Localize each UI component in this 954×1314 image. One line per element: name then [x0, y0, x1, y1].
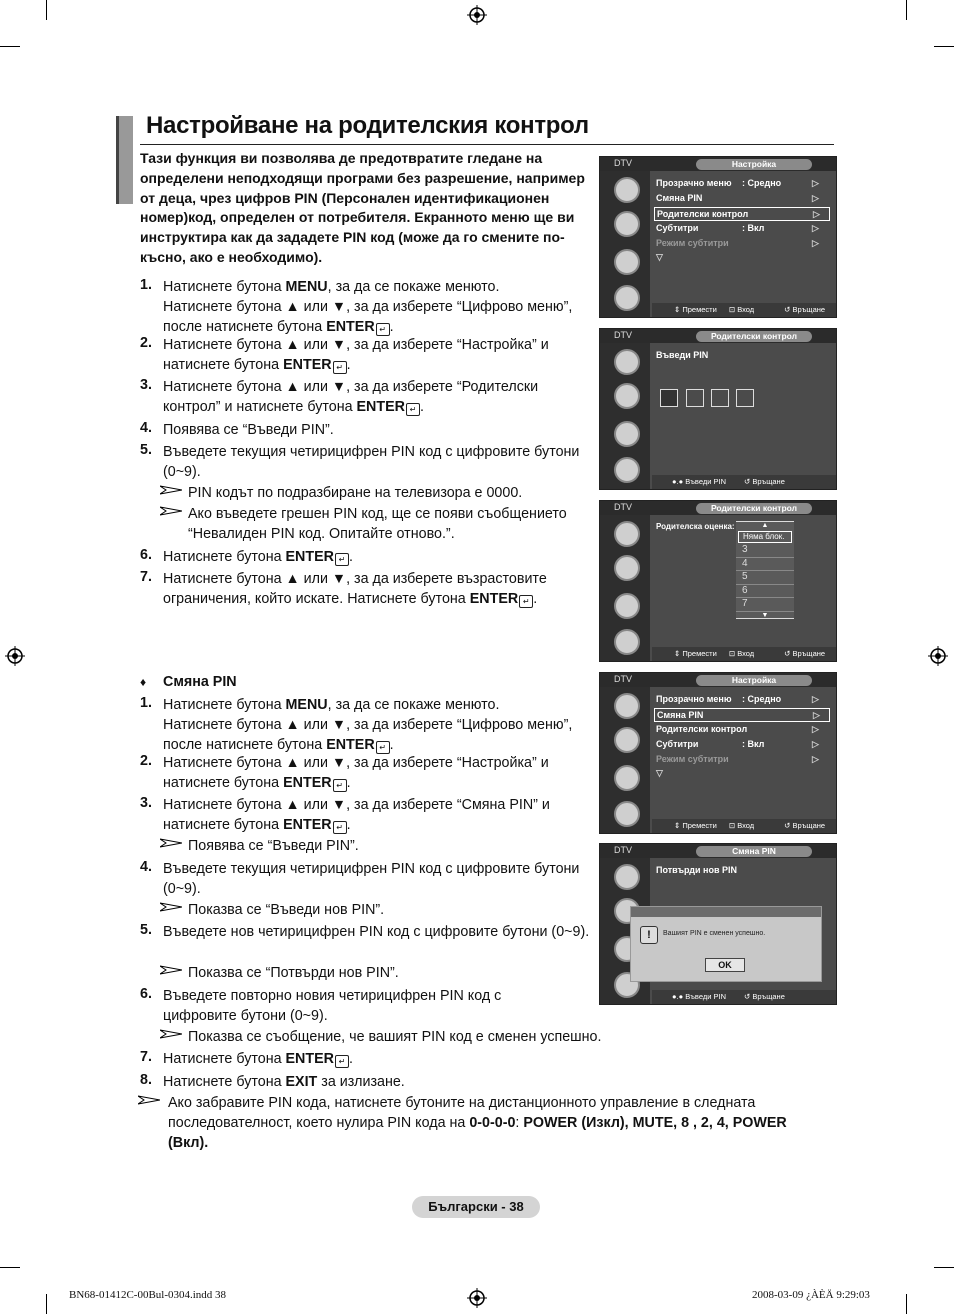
crop-mark: [0, 46, 20, 47]
dtv-label: DTV: [614, 674, 632, 684]
step-number: 5.: [140, 442, 152, 458]
menu-row: Режим субтитри ▷: [656, 754, 819, 764]
step-text: Натиснете бутона ENTER ↵ .: [163, 1051, 353, 1067]
tv-screen-setup: [599, 156, 837, 318]
dtv-label: DTV: [614, 330, 632, 340]
crop-mark: [906, 1294, 907, 1314]
step-number: 2.: [140, 335, 152, 351]
step-number: 2.: [140, 753, 152, 769]
enter-icon: ↵: [335, 1055, 349, 1068]
setup-icon: [614, 765, 640, 791]
step-text: Въведете текущия четирицифрен PIN код с цифровите бутони (0~9).: [163, 444, 580, 480]
section-heading: Смяна PIN: [163, 674, 237, 690]
setup-icon: [614, 249, 640, 275]
enter-icon: ↵: [376, 741, 390, 754]
crop-mark: [46, 1294, 47, 1314]
screen-footer: ●.● Въведи PIN ↺ Връщане: [652, 990, 836, 1004]
rating-option-selected[interactable]: Няма блок.: [738, 531, 792, 543]
step-number: 3.: [140, 795, 152, 811]
step-text: Натиснете бутона ▲ или ▼, за да изберете “Родителски контрол” и натиснете бутона ENTER ↵ .: [163, 379, 539, 415]
sound-icon: [614, 211, 640, 237]
dtv-label: DTV: [614, 158, 632, 168]
note-text: Показва се “Потвърди нов PIN”.: [188, 965, 399, 981]
picture-icon: [614, 864, 640, 890]
picture-icon: [614, 177, 640, 203]
crop-mark: [934, 46, 954, 47]
step-number: 5.: [140, 922, 152, 938]
sound-icon: [614, 383, 640, 409]
step-number: 1.: [140, 277, 152, 293]
menu-row[interactable]: Смяна PIN ▷: [656, 193, 819, 203]
crop-mark: [906, 0, 907, 20]
file-slug: BN68-01412C-00Bul-0304.indd 38: [69, 1289, 227, 1301]
step-number: 7.: [140, 1049, 152, 1065]
menu-row[interactable]: Прозрачно меню : Средно ▷: [656, 178, 819, 188]
scroll-down-icon[interactable]: ▼: [761, 611, 769, 619]
tv-screen-enter-pin: [599, 328, 837, 490]
rating-option[interactable]: 7: [736, 598, 794, 612]
title-rule: [140, 144, 834, 145]
note-text: PIN кодът по подразбиране на телевизора е 0000.: [188, 485, 523, 501]
page-number-badge: Български - 38: [412, 1196, 540, 1218]
note-arrow-icon: [138, 1095, 160, 1105]
registration-mark-icon: [467, 1288, 487, 1308]
registration-mark-icon: [928, 646, 948, 666]
step-text: Въведете повторно новия четирицифрен PIN код с цифровите бутони (0~9).: [163, 988, 502, 1024]
final-note: Ако забравите PIN кода, натиснете бутоните на дистанционното управление в следната последователност, което нулира PIN кода на 0-0-0-0: POWER (Изкл), MUTE, 8 , 2, 4, POWER (Вкл).: [168, 1095, 787, 1151]
step-number: 7.: [140, 569, 152, 585]
date-slug: 2008-03-09 ¿ÀÈÄ 9:29:03: [752, 1289, 870, 1301]
step-number: 1.: [140, 695, 152, 711]
note-arrow-icon: [160, 965, 182, 975]
screen-footer: ●.● Въведи PIN ↺ Връщане: [652, 475, 836, 489]
pin-digit-box[interactable]: [686, 389, 704, 407]
step-number: 4.: [140, 420, 152, 436]
enter-icon: ↵: [519, 595, 533, 608]
registration-mark-icon: [5, 646, 25, 666]
picture-icon: [614, 521, 640, 547]
sound-icon: [614, 727, 640, 753]
menu-row[interactable]: Субтитри : Вкл ▷: [656, 739, 819, 749]
screen-menu: [652, 173, 832, 301]
dialog-message: Вашият PIN е сменен успешно.: [663, 930, 766, 937]
note-arrow-icon: [160, 838, 182, 848]
note-text: Показва се “Въведи нов PIN”.: [188, 902, 385, 918]
step-text: Появява се “Въведи PIN”.: [163, 422, 334, 438]
sound-icon: [614, 555, 640, 581]
tv-screen-confirm-pin: [599, 843, 837, 1005]
menu-row-selected[interactable]: Смяна PIN ▷: [654, 708, 830, 722]
step-text: Натиснете бутона ▲ или ▼, за да изберете “Настройка” и натиснете бутона ENTER ↵ .: [163, 755, 549, 791]
screen-tab: Родителски контрол: [696, 503, 812, 514]
title-accent-bar: [116, 116, 133, 204]
rating-option[interactable]: 6: [736, 585, 794, 599]
screen-menu: [652, 345, 832, 473]
note-arrow-icon: [160, 485, 182, 495]
rating-list[interactable]: [736, 521, 794, 619]
note-arrow-icon: [160, 1029, 182, 1039]
dialog-titlebar: [631, 907, 821, 917]
tv-screen-rating: [599, 500, 837, 662]
enter-icon: ↵: [333, 361, 347, 374]
enter-icon: ↵: [406, 403, 420, 416]
screen-sidebar: [600, 171, 650, 317]
enter-icon: ↵: [333, 779, 347, 792]
input-icon: [614, 457, 640, 483]
menu-row[interactable]: Родителски контрол ▷: [656, 724, 819, 734]
step-number: 6.: [140, 986, 152, 1002]
screen-sidebar: [600, 343, 650, 489]
rating-option[interactable]: 5: [736, 571, 794, 585]
screen-footer: ⇕ Премести ⊡ Вход ↺ Връщане: [652, 303, 836, 317]
crop-mark: [0, 1267, 20, 1268]
page-title: Настройване на родителския контрол: [146, 112, 589, 139]
input-icon: [614, 285, 640, 311]
step-number: 6.: [140, 547, 152, 563]
screen-tab: Настройка: [696, 675, 812, 686]
step-text: Натиснете бутона ▲ или ▼, за да изберете “Настройка” и натиснете бутона ENTER ↵ .: [163, 337, 549, 373]
scroll-down-icon: ▽: [656, 768, 663, 778]
picture-icon: [614, 349, 640, 375]
confirm-pin-label: Потвърди нов PIN: [656, 865, 738, 875]
picture-icon: [614, 693, 640, 719]
note-arrow-icon: [160, 902, 182, 912]
scroll-up-icon[interactable]: ▲: [761, 522, 769, 529]
screen-menu: [652, 517, 832, 645]
screen-sidebar: [600, 515, 650, 661]
note-text: Появява се “Въведи PIN”.: [188, 838, 359, 854]
step-number: 4.: [140, 859, 152, 875]
step-text: Натиснете бутона MENU, за да се покаже менюто. Натиснете бутона ▲ или ▼, за да изберете “Цифрово меню”, после натиснете бутона ENTER ↵ .: [163, 697, 573, 753]
crop-mark: [46, 0, 47, 20]
note-text: Ако въведете грешен PIN код, ще се появи съобщението “Невалиден PIN код. Опитайте отново.”.: [188, 506, 567, 542]
input-icon: [614, 629, 640, 655]
scroll-down-icon: ▽: [656, 252, 663, 262]
screen-sidebar: [600, 687, 650, 833]
screen-tab: Родителски контрол: [696, 331, 812, 342]
dtv-label: DTV: [614, 502, 632, 512]
setup-icon: [614, 593, 640, 619]
enter-icon: ↵: [333, 821, 347, 834]
screen-tab: Смяна PIN: [696, 846, 812, 857]
pin-digit-box[interactable]: [711, 389, 729, 407]
dtv-label: DTV: [614, 845, 632, 855]
menu-row[interactable]: Субтитри : Вкл ▷: [656, 223, 819, 233]
input-icon: [614, 801, 640, 827]
success-dialog: [630, 906, 822, 982]
intro-paragraph: Тази функция ви позволява де предотвратите гледане на определени неподходящи програми без разрешение, например от деца, чрез цифров PIN (Персонален идентификационен номер)код, определен от потребителя. Екранното меню ще ви инструктира как да зададете PIN код (може да го смените по-късно, ако е необходимо).: [140, 150, 585, 265]
warning-icon: !: [640, 926, 658, 944]
menu-row: Режим субтитри ▷: [656, 238, 819, 248]
rating-option[interactable]: 4: [736, 558, 794, 572]
step-text: Натиснете бутона MENU, за да се покаже менюто. Натиснете бутона ▲ или ▼, за да изберете “Цифрово меню”, после натиснете бутона ENTER ↵ .: [163, 279, 573, 335]
step-text: Натиснете бутона EXIT за излизане.: [163, 1074, 405, 1090]
pin-digit-box[interactable]: [736, 389, 754, 407]
enter-icon: ↵: [335, 553, 349, 566]
screen-tab: Настройка: [696, 159, 812, 170]
step-text: Въведете нов четирицифрен PIN код с цифровите бутони (0~9).: [163, 924, 590, 940]
section-bullet: ♦: [140, 675, 147, 689]
screen-menu: [652, 689, 832, 817]
crop-mark: [934, 1267, 954, 1268]
step-text: Натиснете бутона ▲ или ▼, за да изберете възрастовите ограничения, който искате. Натиснете бутона ENTER ↵ .: [163, 571, 547, 607]
enter-pin-label: Въведи PIN: [656, 350, 709, 360]
menu-row-selected[interactable]: Родителски контрол ▷: [654, 207, 830, 221]
step-text: Натиснете бутона ▲ или ▼, за да изберете “Смяна PIN” и натиснете бутона ENTER ↵ .: [163, 797, 550, 833]
pin-digit-box[interactable]: [660, 389, 678, 407]
step-number: 3.: [140, 377, 152, 393]
step-number: 8.: [140, 1072, 152, 1088]
setup-icon: [614, 421, 640, 447]
enter-icon: ↵: [376, 323, 390, 336]
screen-footer: ⇕ Премести ⊡ Вход ↺ Връщане: [652, 819, 836, 833]
rating-label: Родителска оценка:: [656, 522, 735, 531]
registration-mark-icon: [467, 5, 487, 25]
tv-screen-setup-change-pin: [599, 672, 837, 834]
rating-option[interactable]: 3: [736, 544, 794, 558]
menu-row[interactable]: Прозрачно меню : Средно ▷: [656, 694, 819, 704]
screen-footer: ⇕ Премести ⊡ Вход ↺ Връщане: [652, 647, 836, 661]
note-text: Показва се съобщение, че вашият PIN код е сменен успешно.: [188, 1029, 602, 1045]
step-text: Натиснете бутона ENTER ↵ .: [163, 549, 353, 565]
step-text: Въведете текущия четирицифрен PIN код с цифровите бутони (0~9).: [163, 861, 580, 897]
note-arrow-icon: [160, 506, 182, 516]
ok-button[interactable]: OK: [705, 958, 745, 972]
